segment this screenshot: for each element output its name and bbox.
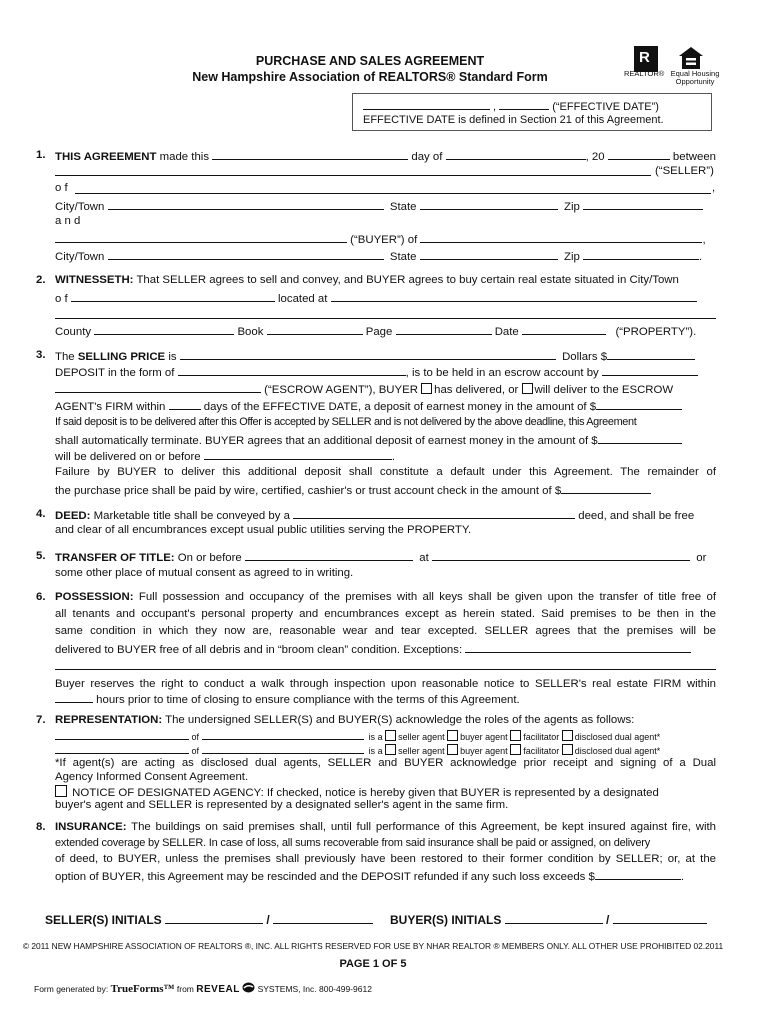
section-8-line-1 bbox=[55, 821, 716, 833]
escrow-account-label: , is to be held in an escrow account by bbox=[405, 367, 599, 379]
dual-agency-note-1: *If agent(s) are acting as disclosed dual agents, SELLER and BUYER acknowledge prior receipt and signing of a Dual bbox=[55, 757, 716, 769]
section-3-line-6 bbox=[55, 433, 682, 447]
section-2-number: 2. bbox=[36, 274, 46, 286]
has-delivered-checkbox[interactable] bbox=[421, 383, 432, 394]
book-label: Book bbox=[237, 326, 264, 338]
buyer-name-field[interactable] bbox=[55, 232, 347, 243]
reveal-logo: REVEAL bbox=[196, 984, 240, 995]
section-8-line-4 bbox=[55, 869, 684, 883]
buyer-city-line: City/Town State Zip . bbox=[55, 251, 703, 263]
buyer-agent-checkbox-1[interactable] bbox=[447, 730, 458, 741]
section-8-heading: INSURANCE: bbox=[55, 821, 127, 833]
state-label: State bbox=[389, 201, 417, 213]
additional-deposit-field[interactable] bbox=[598, 433, 682, 444]
section-6-heading: POSSESSION: bbox=[55, 591, 134, 603]
buyer-of-label: (“BUYER”) of bbox=[350, 234, 418, 246]
section-2-line-1 bbox=[55, 274, 679, 286]
agent-2-firm-field[interactable] bbox=[202, 743, 364, 754]
designated-agency-line-1 bbox=[55, 785, 659, 799]
dual-agent-checkbox-1[interactable] bbox=[562, 730, 573, 741]
facilitator-label: facilitator bbox=[523, 732, 560, 742]
seller-agent-checkbox-2[interactable] bbox=[385, 744, 396, 755]
day-of-label: day of bbox=[411, 151, 443, 163]
seller-initials-label: SELLER(S) INITIALS bbox=[45, 913, 162, 927]
seller-agent-checkbox-1[interactable] bbox=[385, 730, 396, 741]
dollars-label: Dollars $ bbox=[562, 351, 608, 363]
loss-threshold-field[interactable] bbox=[595, 869, 681, 880]
delivered-on-label: will be delivered on or before bbox=[55, 451, 201, 463]
page-number: PAGE 1 OF 5 bbox=[339, 958, 407, 970]
the-label: The bbox=[55, 351, 75, 363]
page-label: Page bbox=[365, 326, 393, 338]
exceptions-field-2[interactable] bbox=[55, 669, 716, 670]
generated-label: Form generated by: bbox=[34, 984, 109, 994]
is-label: is bbox=[168, 351, 177, 363]
comma: , bbox=[712, 182, 716, 194]
property-label: (“PROPERTY”). bbox=[615, 326, 697, 338]
section-4-text: Marketable title shall be conveyed by a bbox=[93, 510, 290, 522]
section-6-line-2: all tenants and occupant's personal property and encumbrances except as herein stated. Said premises to be then in the bbox=[55, 608, 716, 620]
section-3-line-1 bbox=[55, 349, 695, 363]
section-1-heading: THIS AGREEMENT bbox=[55, 151, 157, 163]
facilitator-checkbox-1[interactable] bbox=[510, 730, 521, 741]
zip-label-2: Zip bbox=[564, 251, 580, 263]
of-label: o f bbox=[55, 293, 68, 305]
period: . bbox=[680, 871, 685, 883]
buyer-initials-line bbox=[390, 913, 707, 927]
designated-agency-line-2: buyer's agent and SELLER is represented by a designated seller's agent in the same firm. bbox=[55, 799, 509, 811]
section-6-line-5: Buyer reserves the right to conduct a walk through inspection upon reasonable notice to SELLER's real estate FIRM within bbox=[55, 678, 716, 690]
section-3-heading: SELLING PRICE bbox=[77, 351, 166, 363]
section-5-line-1 bbox=[55, 550, 706, 564]
effective-date-line: , (“EFFECTIVE DATE”) bbox=[363, 99, 659, 113]
located-at-field[interactable] bbox=[331, 291, 697, 302]
from-label: from bbox=[176, 984, 194, 994]
additional-deposit-label: shall automatically terminate. BUYER agrees that an additional deposit of earnest money in the amount of $ bbox=[55, 435, 598, 447]
form-generated-line bbox=[34, 982, 372, 995]
section-7-line-1 bbox=[55, 714, 634, 726]
transfer-place-field[interactable] bbox=[432, 550, 690, 561]
buyer-initials-label: BUYER(S) INITIALS bbox=[390, 913, 502, 927]
has-delivered-label: has delivered, or bbox=[434, 384, 519, 396]
dual-agency-note-2: Agency Informed Consent Agreement. bbox=[55, 771, 249, 783]
dual-agent-label: disclosed dual agent* bbox=[574, 746, 661, 756]
section-2-text: That SELLER agrees to sell and convey, and BUYER agrees to buy certain real estate situated in City/Town bbox=[136, 274, 679, 286]
section-3-number: 3. bbox=[36, 349, 46, 361]
agent-2-name-field[interactable] bbox=[55, 743, 189, 754]
header-logos bbox=[622, 44, 722, 88]
year-field[interactable] bbox=[608, 149, 670, 160]
additional-deposit-date-field[interactable] bbox=[204, 449, 392, 460]
section-6-line-6 bbox=[55, 692, 520, 706]
buyer-state-field[interactable] bbox=[420, 249, 558, 260]
seller-label: (“SELLER”) bbox=[655, 165, 714, 177]
section-3-line-8: Failure by BUYER to deliver this additional deposit shall constitute a default under this Agreement. The remainder of bbox=[55, 466, 716, 478]
and-label: a n d bbox=[55, 215, 81, 227]
section-8-line-3: of deed, to BUYER, unless the premises shall previously have been restored to their former condition by SELLER; or, at the bbox=[55, 853, 716, 865]
trueforms-logo: TrueForms™ bbox=[110, 983, 175, 995]
buyer-zip-field[interactable] bbox=[583, 249, 699, 260]
loss-threshold-label: option of BUYER, this Agreement may be rescinded and the DEPOSIT refunded if any such loss exceeds $ bbox=[55, 871, 595, 883]
section-3-line-4 bbox=[55, 399, 682, 413]
copyright-notice: © 2011 NEW HAMPSHIRE ASSOCIATION OF REALTORS ®, INC. ALL RIGHTS RESERVED FOR USE BY NHAR REALTOR ® MEMBERS ONLY. ALL OTHER USE PROHIBITED 02.2011 bbox=[22, 941, 724, 951]
purchase-label: the purchase price shall be paid by wire, certified, cashier's or trust account check in the amount of $ bbox=[55, 485, 562, 497]
book-field[interactable] bbox=[267, 324, 363, 335]
section-4-heading: DEED: bbox=[55, 510, 91, 522]
will-deliver-checkbox[interactable] bbox=[522, 383, 533, 394]
effective-date-box bbox=[352, 93, 712, 131]
seller-zip-field[interactable] bbox=[583, 199, 703, 210]
agent-1-firm-field[interactable] bbox=[202, 729, 364, 740]
made-this-field[interactable] bbox=[212, 149, 408, 160]
designated-agency-text: NOTICE OF DESIGNATED AGENCY: If checked, notice is hereby given that BUYER is represented by a designated bbox=[72, 787, 659, 799]
buyer-initials-field-1[interactable] bbox=[505, 913, 603, 924]
facilitator-checkbox-2[interactable] bbox=[510, 744, 521, 755]
exceptions-field[interactable] bbox=[465, 642, 691, 653]
on-before-label: On or before bbox=[177, 552, 242, 564]
selling-price-amount-field[interactable] bbox=[607, 349, 695, 360]
seller-address-field[interactable] bbox=[75, 193, 711, 194]
buyer-agent-label: buyer agent bbox=[460, 746, 508, 756]
is-a-label: is a bbox=[368, 732, 383, 742]
section-6-line-4 bbox=[55, 642, 691, 656]
section-8-line-2: extended coverage by SELLER. In case of loss, all sums recoverable from said insurance shall be paid or assigned, on delivery bbox=[55, 837, 651, 849]
section-3-line-7 bbox=[55, 449, 395, 463]
buyer-city-field[interactable] bbox=[108, 249, 384, 260]
day-of-field[interactable] bbox=[446, 149, 586, 160]
slash: / bbox=[266, 913, 270, 927]
section-1-line-1 bbox=[55, 149, 716, 163]
section-4-line-2: and clear of all encumbrances except usual public utilities serving the PROPERTY. bbox=[55, 524, 472, 536]
document-subtitle: New Hampshire Association of REALTORS® Standard Form bbox=[192, 70, 548, 84]
section-5-line-2: some other place of mutual consent as agreed to in writing. bbox=[55, 567, 354, 579]
seller-initials-field-1[interactable] bbox=[165, 913, 263, 924]
slash: / bbox=[606, 913, 610, 927]
document-title: PURCHASE AND SALES AGREEMENT bbox=[255, 54, 485, 68]
seller-agent-label: seller agent bbox=[398, 732, 445, 742]
seller-name-field[interactable] bbox=[55, 175, 651, 176]
realtor-logo-icon: R bbox=[634, 46, 658, 72]
selling-price-words-field[interactable] bbox=[180, 349, 556, 360]
section-2-line-4 bbox=[55, 324, 696, 338]
city-town-label: City/Town bbox=[55, 201, 105, 213]
made-this-label: made this bbox=[159, 151, 210, 163]
effective-date-label: (“EFFECTIVE DATE”) bbox=[552, 101, 659, 113]
effective-date-note: EFFECTIVE DATE is defined in Section 21 of this Agreement. bbox=[363, 114, 664, 126]
walkthrough-hours-field[interactable] bbox=[55, 692, 93, 703]
section-7-heading: REPRESENTATION: bbox=[55, 714, 163, 726]
deed-type-field[interactable] bbox=[293, 508, 575, 519]
is-a-label: is a bbox=[368, 746, 383, 756]
county-field[interactable] bbox=[94, 324, 234, 335]
earnest-money-field[interactable] bbox=[596, 399, 682, 410]
section-3-line-9 bbox=[55, 483, 651, 497]
section-6-number: 6. bbox=[36, 591, 46, 603]
section-7-text: The undersigned SELLER(S) and BUYER(S) acknowledge the roles of the agents as follows: bbox=[165, 714, 635, 726]
deed-free-label: deed, and shall be free bbox=[578, 510, 695, 522]
escrow-agent-field[interactable] bbox=[55, 382, 261, 393]
equal-housing-icon bbox=[678, 46, 704, 70]
dual-agent-checkbox-2[interactable] bbox=[562, 744, 573, 755]
seller-city-field[interactable] bbox=[108, 199, 384, 210]
section-3-line-3 bbox=[55, 382, 673, 396]
buyer-initials-field-2[interactable] bbox=[613, 913, 707, 924]
period: . bbox=[391, 451, 395, 463]
or-label: or bbox=[696, 552, 707, 564]
seller-state-field[interactable] bbox=[420, 199, 558, 210]
between-label: between bbox=[672, 151, 716, 163]
agents-firm-label: AGENT's FIRM within bbox=[55, 401, 166, 413]
section-6-line-1 bbox=[55, 591, 716, 603]
section-8-text-1: The buildings on said premises shall, until full performance of this Agreement, be kept insured against fire, with bbox=[131, 821, 716, 833]
page-field[interactable] bbox=[396, 324, 492, 335]
property-description-field[interactable] bbox=[55, 318, 716, 319]
effective-year-field[interactable] bbox=[499, 99, 549, 110]
buyer-line: (“BUYER”) of , bbox=[55, 232, 706, 246]
seller-initials-field-2[interactable] bbox=[273, 913, 373, 924]
year-prefix: , 20 bbox=[585, 151, 605, 163]
exceptions-label: delivered to BUYER free of all debris and in “broom clean” condition. Exceptions: bbox=[55, 644, 463, 656]
section-3-line-2 bbox=[55, 365, 698, 379]
city-town-label-2: City/Town bbox=[55, 251, 105, 263]
agent-row-2 bbox=[55, 743, 660, 756]
escrow-holder-field[interactable] bbox=[602, 365, 698, 376]
days-of-label: days of the EFFECTIVE DATE, a deposit of earnest money in the amount of $ bbox=[203, 401, 597, 413]
realtor-caption: REALTOR® bbox=[624, 69, 665, 78]
section-5-number: 5. bbox=[36, 550, 46, 562]
section-3-line-5: If said deposit is to be delivered after this Offer is accepted by SELLER and is not delivered by the above deadline, this Agreement bbox=[55, 416, 637, 428]
at-label: at bbox=[419, 552, 429, 564]
balance-amount-field[interactable] bbox=[561, 483, 651, 494]
designated-agency-checkbox[interactable] bbox=[55, 785, 67, 797]
section-8-number: 8. bbox=[36, 821, 46, 833]
effective-date-field[interactable] bbox=[363, 99, 490, 110]
equal-housing-caption: Equal Housing Opportunity bbox=[670, 69, 720, 86]
seller-agent-label: seller agent bbox=[398, 746, 445, 756]
seller-city-line bbox=[55, 199, 703, 213]
of-label: of bbox=[191, 732, 200, 742]
zip-label: Zip bbox=[564, 201, 580, 213]
town-field[interactable] bbox=[71, 291, 275, 302]
agent-row-1 bbox=[55, 729, 660, 742]
systems-label: SYSTEMS, Inc. 800-499-9612 bbox=[257, 984, 372, 994]
of-label: of bbox=[191, 746, 200, 756]
section-2-heading: WITNESSETH: bbox=[55, 274, 134, 286]
transfer-date-field[interactable] bbox=[245, 550, 413, 561]
deposit-label: DEPOSIT in the form of bbox=[55, 367, 175, 379]
buyer-address-field[interactable] bbox=[420, 232, 702, 243]
deposit-form-field[interactable] bbox=[178, 365, 406, 376]
date-field[interactable] bbox=[522, 324, 606, 335]
state-label-2: State bbox=[389, 251, 417, 263]
walkthrough-text: hours prior to time of closing to ensure compliance with the terms of this Agreement. bbox=[96, 694, 520, 706]
agent-1-name-field[interactable] bbox=[55, 729, 189, 740]
section-4-number: 4. bbox=[36, 508, 46, 520]
seller-initials-line bbox=[45, 913, 373, 927]
escrow-agent-label: (“ESCROW AGENT”), BUYER bbox=[264, 384, 418, 396]
section-6-text-1: Full possession and occupancy of the premises with all keys shall be given upon the transfer of title free of bbox=[138, 591, 717, 603]
days-field[interactable] bbox=[169, 399, 201, 410]
reveal-swirl-icon bbox=[242, 982, 255, 993]
section-2-line-2 bbox=[55, 291, 697, 305]
located-at-label: located at bbox=[278, 293, 328, 305]
section-7-number: 7. bbox=[36, 714, 46, 726]
section-5-heading: TRANSFER OF TITLE: bbox=[55, 552, 175, 564]
dual-agent-label: disclosed dual agent* bbox=[574, 732, 661, 742]
date-label: Date bbox=[494, 326, 519, 338]
section-6-line-3: same condition in which they now are, reasonable wear and tear excepted. SELLER agrees that the premises will be bbox=[55, 625, 716, 637]
buyer-agent-label: buyer agent bbox=[460, 732, 508, 742]
buyer-agent-checkbox-2[interactable] bbox=[447, 744, 458, 755]
section-1-number: 1. bbox=[36, 149, 46, 161]
facilitator-label: facilitator bbox=[523, 746, 560, 756]
seller-of-label: o f bbox=[55, 182, 68, 194]
will-deliver-label: will deliver to the ESCROW bbox=[534, 384, 674, 396]
section-4-line-1 bbox=[55, 508, 694, 522]
county-label: County bbox=[55, 326, 92, 338]
